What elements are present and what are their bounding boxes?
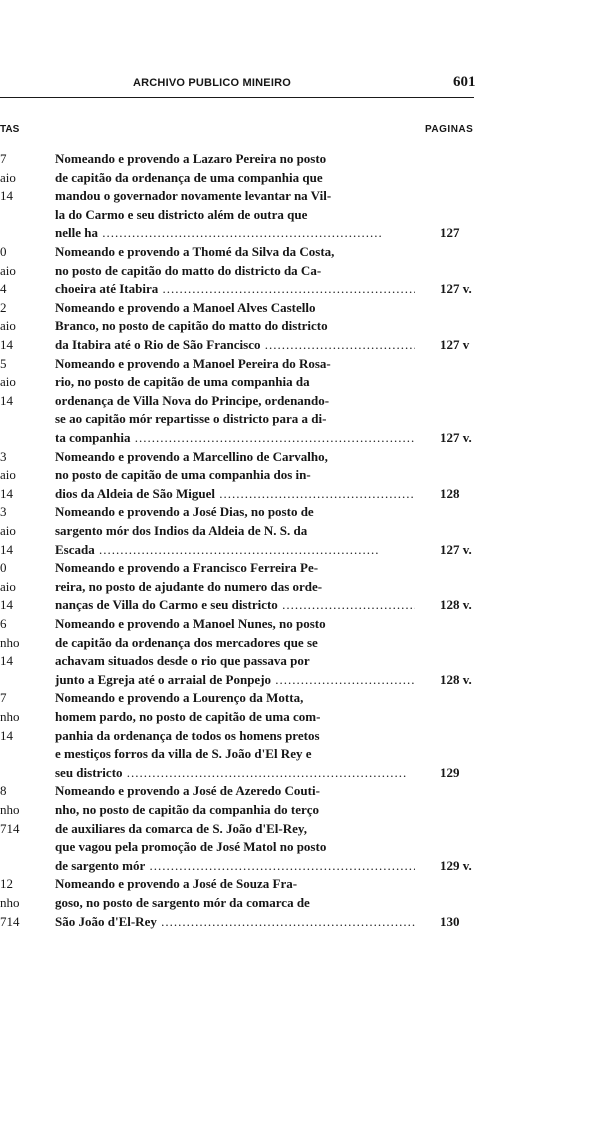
entry-text-line: rio, no posto de capitão de uma companhia da xyxy=(55,374,310,390)
entry-date-fragment: nho xyxy=(0,801,20,817)
entry-text-line: Nomeando e provendo a Marcellino de Carvalho, xyxy=(55,448,328,464)
entry-text-line: Nomeando e provendo a Lourenço da Motta, xyxy=(55,690,304,706)
entry-text-line: nelle ha ..... xyxy=(55,224,415,243)
entry-date-fragment: 12 xyxy=(0,876,13,892)
entry-text-line: reira, no posto de ajudante do numero das orde- xyxy=(55,578,323,594)
entry-text-line: de sargento mór ..... xyxy=(55,857,415,876)
entry-date-fragment: 14 xyxy=(0,653,13,669)
entry-date-fragment: aio xyxy=(0,522,16,538)
entry-date-fragment: 6 xyxy=(0,616,7,631)
running-header-title: ARCHIVO PUBLICO MINEIRO xyxy=(133,77,291,89)
entry-date-fragment: 8 xyxy=(0,783,7,799)
entry-text-line: Nomeando e provendo a Lazaro Pereira no posto xyxy=(55,151,327,166)
entry-text-line: choeira até Itabira ..... xyxy=(55,280,415,299)
entry-date-fragment: 14 xyxy=(0,727,13,743)
entry-text-line: e mestiços forros da villa de S. João d'El Rey e xyxy=(55,746,312,762)
entry-text-line: Nomeando e provendo a José de Azeredo Couti- xyxy=(55,783,320,799)
entry-text-line: Nomeando e provendo a José Dias, no posto de xyxy=(55,504,314,520)
entry-text-line: se ao capitão mór repartisse o districto para a di- xyxy=(55,411,327,427)
entry-page-reference: 127 xyxy=(440,225,460,241)
entry-text-line: nho, no posto de capitão da companhia do terço xyxy=(55,801,319,817)
entry-text-line: dios da Aldeia de São Miguel ..... xyxy=(55,485,415,504)
entry-text-line: la do Carmo e seu districto além de outra que xyxy=(55,206,308,222)
entry-text-line: São João d'El-Rey ..... xyxy=(55,913,415,932)
entry-text-line: panhia da ordenança de todos os homens pretos xyxy=(55,727,320,743)
entry-page-reference: 130 xyxy=(440,913,460,929)
entry-date-fragment: 714 xyxy=(0,913,20,929)
entry-text-line: Nomeando e provendo a Thomé da Silva da Costa, xyxy=(55,244,335,259)
entry-text-line: Branco, no posto de capitão do matto do districto xyxy=(55,318,328,334)
entry-text-line: Nomeando e provendo a Manoel Alves Castello xyxy=(55,299,316,315)
entry-text-line: Nomeando e provendo a Francisco Ferreira Pe- xyxy=(55,560,319,576)
entry-date-fragment: 3 xyxy=(0,448,7,464)
entry-date-fragment: 14 xyxy=(0,541,13,557)
entry-date-fragment: 0 xyxy=(0,560,7,576)
entry-date-fragment: nho xyxy=(0,634,20,650)
entry-page-reference: 127 v. xyxy=(440,541,472,557)
entry-text-line: Escada ..... xyxy=(55,541,415,560)
entry-text-line: da Itabira até o Rio de São Francisco ..... xyxy=(55,336,415,355)
entry-date-fragment: 7 xyxy=(0,151,7,166)
entry-text-line: mandou o governador novamente levantar na Vil- xyxy=(55,188,332,204)
entry-date-fragment: 4 xyxy=(0,281,7,297)
entry-text-line: homem pardo, no posto de capitão de uma com- xyxy=(55,708,321,724)
entry-date-fragment: 14 xyxy=(0,336,13,352)
page-number: 601 xyxy=(453,74,476,90)
pages-column-heading: PAGINAS xyxy=(425,124,474,135)
entry-date-fragment: aio xyxy=(0,169,16,185)
entry-text-line: ta companhia ..... xyxy=(55,429,415,448)
entry-date-fragment: 14 xyxy=(0,188,13,204)
entry-text-line: achavam situados desde o rio que passava por xyxy=(55,653,310,669)
dates-column-heading: TAS xyxy=(0,124,20,135)
entry-text-line: de capitão da ordenança de uma companhia que xyxy=(55,169,323,185)
entry-page-reference: 127 v. xyxy=(440,281,472,297)
entry-date-fragment: 14 xyxy=(0,392,13,408)
entry-page-reference: 129 v. xyxy=(440,857,472,873)
entry-page-reference: 127 v xyxy=(440,336,470,352)
entry-text-line: seu districto ..... xyxy=(55,764,415,783)
entry-text-line: no posto de capitão de uma companhia dos in- xyxy=(55,467,311,483)
entry-text-line: goso, no posto de sargento mór da comarca de xyxy=(55,894,310,910)
entry-date-fragment: 714 xyxy=(0,820,20,836)
entry-page-reference: 128 xyxy=(440,485,460,501)
entry-date-fragment: aio xyxy=(0,318,16,334)
header-rule xyxy=(0,97,474,98)
entry-text-line: no posto de capitão do matto do districto da Ca- xyxy=(55,262,322,278)
entry-text-line: ordenança de Villa Nova do Principe, ordenando- xyxy=(55,392,330,408)
entry-text-line: Nomeando e provendo a José de Souza Fra- xyxy=(55,876,298,892)
entry-text-line: de capitão da ordenança dos mercadores que se xyxy=(55,634,318,650)
entry-date-fragment: aio xyxy=(0,578,16,594)
entry-date-fragment: 3 xyxy=(0,504,7,520)
entry-date-fragment: aio xyxy=(0,467,16,483)
entry-date-fragment: aio xyxy=(0,374,16,390)
entry-page-reference: 128 v. xyxy=(440,671,472,687)
entry-date-fragment: 5 xyxy=(0,355,7,371)
entry-text-line: Nomeando e provendo a Manoel Pereira do Rosa- xyxy=(55,355,331,371)
entry-text-line: nanças de Villa do Carmo e seu districto ..... xyxy=(55,596,415,615)
entry-page-reference: 129 xyxy=(440,764,460,780)
entry-date-fragment: 0 xyxy=(0,244,7,259)
entry-text-line: Nomeando e provendo a Manoel Nunes, no posto xyxy=(55,616,326,631)
entry-date-fragment: 14 xyxy=(0,597,13,613)
entry-date-fragment: 2 xyxy=(0,299,7,315)
entry-text-line: junto a Egreja até o arraial de Ponpejo ..... xyxy=(55,671,415,690)
entry-date-fragment: aio xyxy=(0,262,16,278)
entry-text-line: sargento mór dos Indios da Aldeia de N. S. da xyxy=(55,522,308,538)
entry-page-reference: 128 v. xyxy=(440,597,472,613)
entry-date-fragment: 14 xyxy=(0,485,13,501)
entry-text-line: que vagou pela promoção de José Matol no posto xyxy=(55,839,327,855)
entry-date-fragment: 7 xyxy=(0,690,7,706)
entry-date-fragment: nho xyxy=(0,708,20,724)
entry-page-reference: 127 v. xyxy=(440,429,472,445)
entry-date-fragment: nho xyxy=(0,894,20,910)
entry-text-line: de auxiliares da comarca de S. João d'El-Rey, xyxy=(55,820,307,836)
